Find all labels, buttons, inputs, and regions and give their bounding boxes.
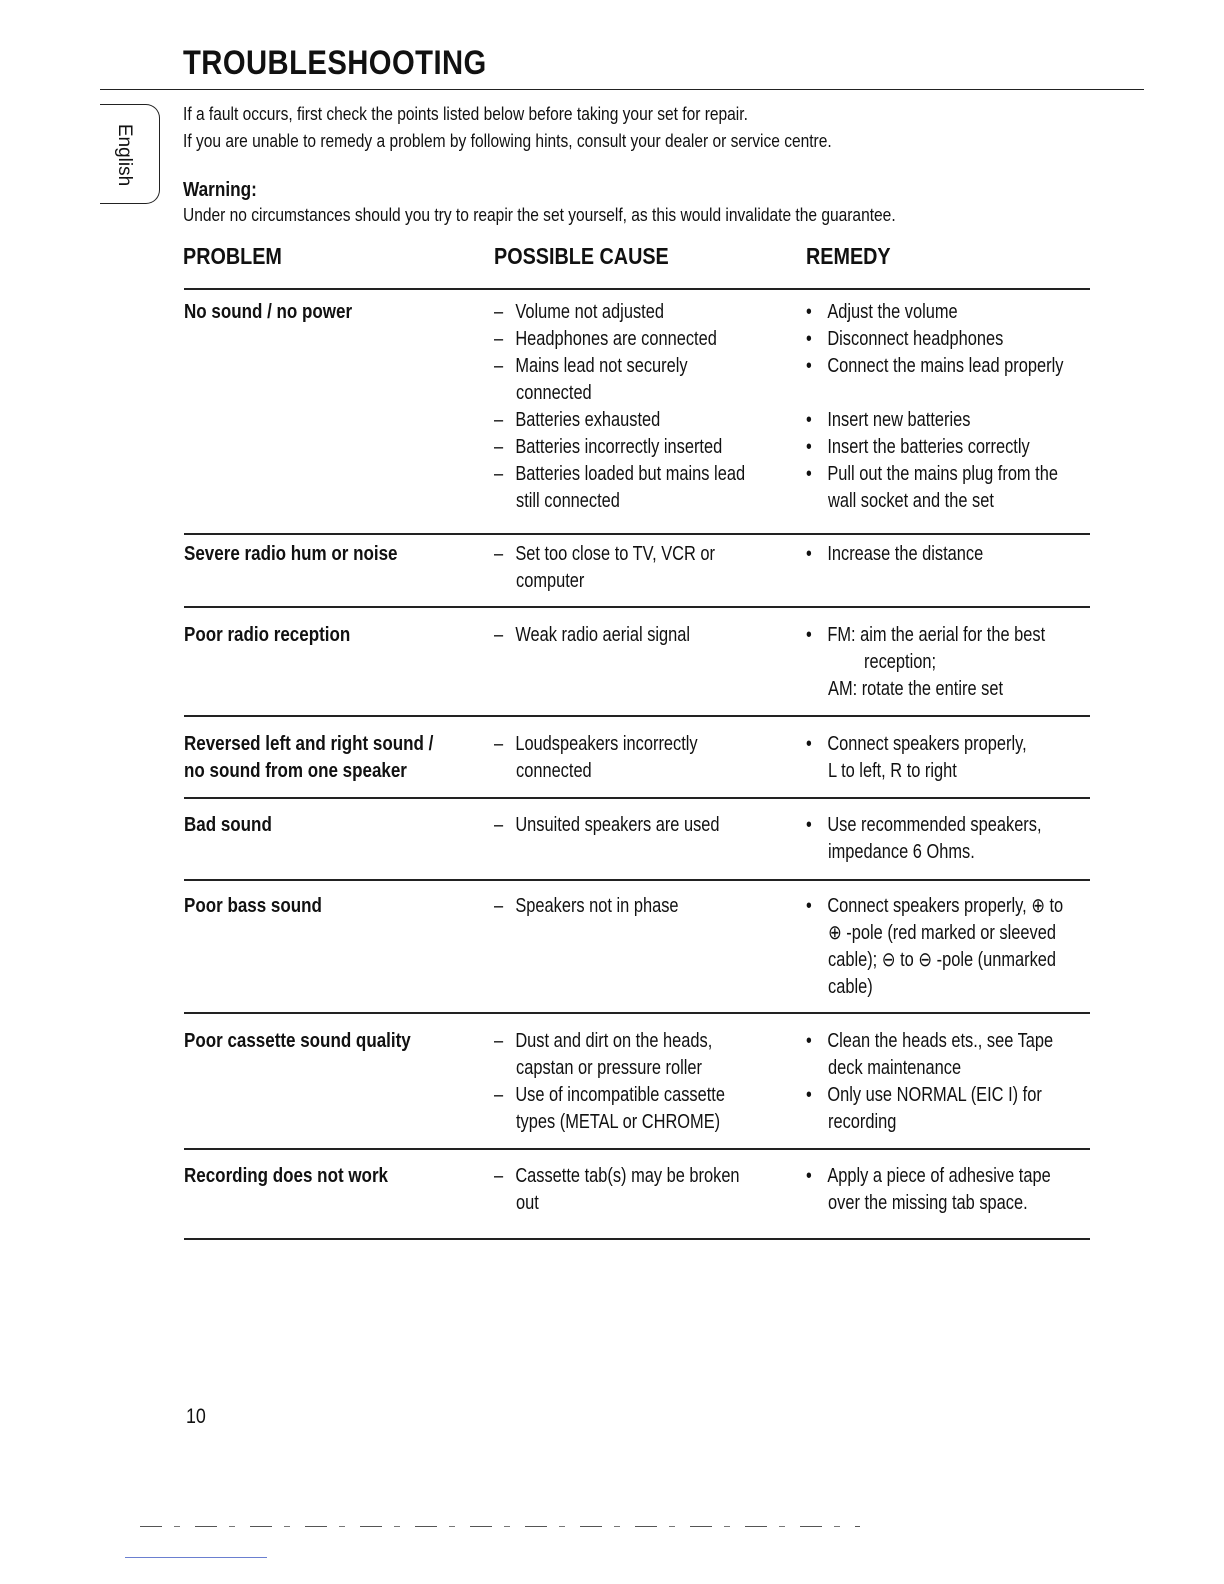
- cause-line: – Batteries loaded but mains lead: [494, 463, 746, 485]
- problem-cell: Poor radio reception: [184, 624, 351, 646]
- cause-line: – Loudspeakers incorrectly: [494, 733, 698, 755]
- remedy-line: • Apply a piece of adhesive tape: [806, 1165, 1051, 1187]
- remedy-line: L to left, R to right: [828, 760, 957, 782]
- remedy-line: • Insert the batteries correctly: [806, 436, 1030, 458]
- problem-cell: no sound from one speaker: [184, 760, 407, 782]
- table-rule: [184, 533, 1090, 535]
- remedy-line: • Only use NORMAL (EIC I) for: [806, 1084, 1042, 1106]
- cause-line: capstan or pressure roller: [516, 1057, 702, 1079]
- cause-line: – Headphones are connected: [494, 328, 717, 350]
- problem-cell: Recording does not work: [184, 1165, 389, 1187]
- language-tab: [100, 104, 160, 204]
- problem-cell: Severe radio hum or noise: [184, 543, 398, 565]
- intro-line-1: If a fault occurs, first check the points listed below before taking your set for repair.: [183, 103, 748, 124]
- cause-line: – Set too close to TV, VCR or: [494, 543, 715, 565]
- remedy-line: • Connect the mains lead properly: [806, 355, 1064, 377]
- remedy-line: • Insert new batteries: [806, 409, 971, 431]
- column-header-cause: POSSIBLE CAUSE: [494, 243, 669, 269]
- remedy-line: over the missing tab space.: [828, 1192, 1028, 1214]
- table-rule: [184, 288, 1090, 290]
- table-rule: [184, 1148, 1090, 1150]
- cause-line: connected: [516, 760, 592, 782]
- footer-rule: [125, 1557, 267, 1558]
- column-header-problem: PROBLEM: [183, 243, 282, 269]
- remedy-line: • Increase the distance: [806, 543, 984, 565]
- language-tab-label: English: [114, 123, 135, 187]
- remedy-line: • Pull out the mains plug from the: [806, 463, 1058, 485]
- page-number: 10: [186, 1405, 206, 1428]
- remedy-line: reception;: [864, 651, 937, 673]
- table-rule: [184, 1012, 1090, 1014]
- cause-line: – Use of incompatible cassette: [494, 1084, 725, 1106]
- remedy-line: AM: rotate the entire set: [828, 678, 1004, 700]
- cause-line: – Unsuited speakers are used: [494, 814, 720, 836]
- scan-artifact-line: [140, 1526, 860, 1527]
- remedy-line: cable): [828, 976, 873, 998]
- problem-cell: Poor bass sound: [184, 895, 322, 917]
- remedy-line: impedance 6 Ohms.: [828, 841, 975, 863]
- cause-line: – Dust and dirt on the heads,: [494, 1030, 713, 1052]
- cause-line: – Volume not adjusted: [494, 301, 664, 323]
- remedy-line: cable); ⊖ to ⊖ -pole (unmarked: [828, 949, 1057, 971]
- page-title: TROUBLESHOOTING: [183, 44, 487, 82]
- problem-cell: Poor cassette sound quality: [184, 1030, 411, 1052]
- cause-line: types (METAL or CHROME): [516, 1111, 721, 1133]
- cause-line: – Weak radio aerial signal: [494, 624, 691, 646]
- title-rule: [100, 89, 1144, 90]
- remedy-line: deck maintenance: [828, 1057, 962, 1079]
- cause-line: still connected: [516, 490, 620, 512]
- cause-line: – Speakers not in phase: [494, 895, 679, 917]
- remedy-line: ⊕ -pole (red marked or sleeved: [828, 922, 1056, 944]
- cause-line: connected: [516, 382, 592, 404]
- problem-cell: Reversed left and right sound /: [184, 733, 434, 755]
- problem-cell: Bad sound: [184, 814, 272, 836]
- table-rule: [184, 1238, 1090, 1240]
- table-rule: [184, 715, 1090, 717]
- cause-line: – Batteries exhausted: [494, 409, 661, 431]
- remedy-line: • Connect speakers properly, ⊕ to: [806, 895, 1064, 917]
- remedy-line: • Adjust the volume: [806, 301, 958, 323]
- intro-line-2: If you are unable to remedy a problem by following hints, consult your dealer or service centre.: [183, 130, 832, 151]
- cause-line: – Cassette tab(s) may be broken: [494, 1165, 740, 1187]
- table-rule: [184, 879, 1090, 881]
- cause-line: computer: [516, 570, 585, 592]
- cause-line: – Mains lead not securely: [494, 355, 688, 377]
- remedy-line: wall socket and the set: [828, 490, 994, 512]
- remedy-line: • Disconnect headphones: [806, 328, 1004, 350]
- column-header-remedy: REMEDY: [806, 243, 891, 269]
- remedy-line: • FM: aim the aerial for the best: [806, 624, 1046, 646]
- cause-line: – Batteries incorrectly inserted: [494, 436, 723, 458]
- remedy-line: • Clean the heads ets., see Tape: [806, 1030, 1054, 1052]
- problem-cell: No sound / no power: [184, 301, 353, 323]
- warning-text: Under no circumstances should you try to reapir the set yourself, as this would invalidate the guarantee.: [183, 204, 896, 225]
- cause-line: out: [516, 1192, 539, 1214]
- warning-heading: Warning:: [183, 179, 257, 201]
- remedy-line: recording: [828, 1111, 897, 1133]
- table-rule: [184, 606, 1090, 608]
- remedy-line: • Connect speakers properly,: [806, 733, 1027, 755]
- remedy-line: • Use recommended speakers,: [806, 814, 1042, 836]
- table-rule: [184, 797, 1090, 799]
